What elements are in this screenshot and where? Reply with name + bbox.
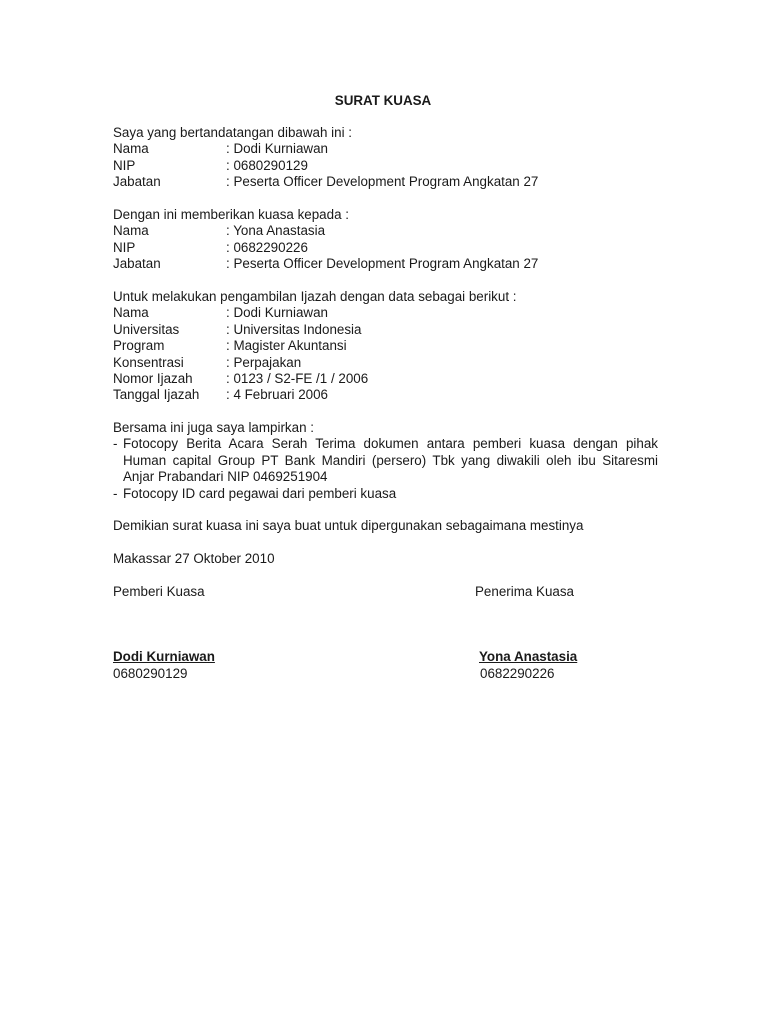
grantee-row-name [113,223,658,239]
diploma-row-concentration [113,355,658,371]
field-label: Jabatan [113,256,161,272]
diploma-row-name [113,305,658,321]
attachments-intro: Bersama ini juga saya lampirkan : [113,420,314,435]
field-label: Konsentrasi [113,354,184,370]
attachment-text: Fotocopy ID card pegawai dari pemberi kuasa [123,485,397,501]
grantee-signature-name: Yona Anastasia [479,649,578,664]
grantor-row-position [113,174,658,190]
diploma-row-number [113,371,658,387]
grantee-signature-nip: 0682290226 [480,666,555,681]
grantor-row-nip [113,158,658,174]
closing-statement: Demikian surat kuasa ini saya buat untuk dipergunakan sebagaimana mestinya [113,518,584,533]
field-value: : 0682290226 [226,239,308,255]
field-value: : Perpajakan [226,354,302,370]
field-label: Nama [113,141,149,157]
field-label: NIP [113,157,136,173]
field-label: Universitas [113,321,180,337]
grantee-row-nip [113,240,658,256]
purpose-intro: Untuk melakukan pengambilan Ijazah dengan data sebagai berikut : [113,289,517,304]
field-value: : Magister Akuntansi [226,338,347,354]
grantor-intro: Saya yang bertandatangan dibawah ini : [113,125,352,140]
field-value: : 0123 / S2-FE /1 / 2006 [226,370,369,386]
grantor-signature-name: Dodi Kurniawan [113,649,215,664]
letter-title: SURAT KUASA [334,93,432,108]
place-date: Makassar 27 Oktober 2010 [113,551,275,566]
field-value: : 0680290129 [226,157,308,173]
attachment-item [113,436,658,485]
attachments-section [113,420,658,502]
grantee-section [113,207,658,273]
field-value: : Peserta Officer Development Program Angkatan 27 [226,256,539,272]
grantee-intro: Dengan ini memberikan kuasa kepada : [113,207,349,222]
diploma-row-program [113,338,658,354]
field-value: : Dodi Kurniawan [226,305,328,321]
grantee-row-position [113,256,658,272]
bullet-dash: - [113,485,118,501]
diploma-row-date [113,387,658,403]
grantor-signature-nip: 0680290129 [113,666,188,681]
diploma-row-university [113,322,658,338]
attachment-text: Fotocopy Berita Acara Serah Terima dokumen antara pemberi kuasa dengan pihak Human capital Group PT Bank Mandiri (persero) Tbk yang diwakili oleh ibu Sitaresmi Anjar Prabandari NIP 0469251904 [123,436,658,485]
field-label: Program [113,338,165,354]
grantor-role: Pemberi Kuasa [113,584,205,599]
field-value: : Yona Anastasia [226,223,326,239]
field-label: Nama [113,305,149,321]
field-value: : Universitas Indonesia [226,321,362,337]
place-date-section [113,551,658,567]
field-value: : Dodi Kurniawan [226,141,328,157]
field-label: Jabatan [113,174,161,190]
field-label: Nama [113,223,149,239]
field-label: NIP [113,239,136,255]
grantee-role: Penerima Kuasa [475,584,574,599]
diploma-section [113,289,658,404]
bullet-dash: - [113,436,118,452]
grantor-section [113,125,658,191]
closing-section [113,518,658,534]
attachment-item [113,486,658,502]
field-value: : 4 Februari 2006 [226,387,328,403]
signature-section [113,584,658,694]
grantor-row-name [113,141,658,157]
field-value: : Peserta Officer Development Program Angkatan 27 [226,174,539,190]
field-label: Nomor Ijazah [113,370,193,386]
field-label: Tanggal Ijazah [113,387,200,403]
